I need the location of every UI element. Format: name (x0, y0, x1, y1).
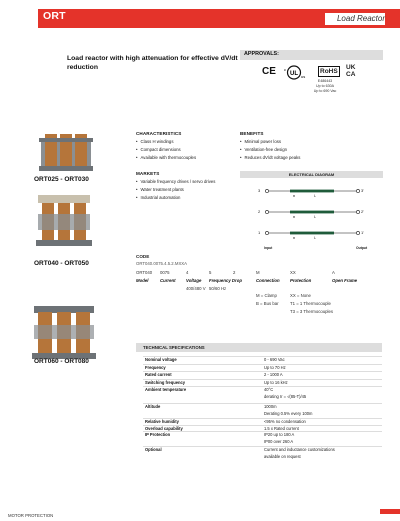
code-heading: CODE (136, 254, 150, 259)
cert-note: Up to 690 Vac (313, 89, 337, 94)
connection-option: B = Bus bar (256, 301, 279, 306)
list-item: • Variable frequency drives / servo drives (136, 178, 215, 186)
spec-divider (143, 371, 382, 372)
approvals-label: APPROVALS: (244, 51, 279, 57)
cert-logos (262, 64, 372, 80)
list-item: • Industrial automation (136, 194, 215, 202)
spec-divider (143, 446, 382, 447)
code-part: A (332, 270, 335, 275)
diagram-heading: ELECTRICAL DIAGRAM (288, 172, 335, 177)
cert-note: E486443 (317, 79, 333, 83)
spec-divider (143, 386, 382, 387)
terminal-label: 3' (361, 188, 364, 193)
page-headline: Load reactor with high attenuation for effective dV/dt reduction (67, 55, 238, 71)
terminal-label: 1 (258, 230, 261, 235)
code-label: Frequency Drop (209, 278, 242, 283)
markets-heading: MARKETS (136, 171, 160, 176)
spec-key: Altitude (145, 404, 161, 409)
spec-value: 1.5 x Rated current (264, 426, 299, 431)
svg-text:c: c (284, 67, 286, 72)
inductor-label: L (314, 215, 316, 219)
protection-option: T3 = 3 Thermocouples (290, 309, 334, 314)
cert-notes (300, 79, 350, 95)
list-item: • Available with thermocouples (136, 154, 196, 162)
code-example: ORT040.0075.4.5.2.MXXA (136, 261, 188, 266)
spec-divider (143, 364, 382, 365)
ukca-logo-icon: UK CA (346, 64, 356, 78)
spec-divider (143, 431, 382, 432)
spec-key: Optional (145, 447, 162, 452)
spec-value: IP20 up to 180 A (264, 432, 295, 437)
footer-section-label: MOTOR PROTECTION (8, 513, 54, 518)
list-item: • Ventilation-free design (240, 146, 300, 154)
spec-value: Current and inductance customizations (264, 447, 335, 452)
spec-value: Derating 0.5% every 100m (264, 410, 313, 416)
list-item: • Minimal power loss (240, 138, 300, 146)
product-image-small (36, 130, 96, 176)
model-range-label: ORT040 - ORT050 (34, 260, 89, 267)
list-item: • Class H windings (136, 138, 196, 146)
code-label: Voltage (186, 278, 202, 283)
code-label: Open Frame (332, 278, 358, 283)
specs-heading: TECHNICAL SPECIFICATIONS (143, 345, 205, 350)
terminal-label: 2 (258, 209, 261, 214)
product-image-large (32, 303, 96, 361)
spec-divider (143, 418, 382, 419)
spec-value: <95% no condensation (264, 419, 306, 424)
rohs-logo-icon: RoHS (320, 68, 338, 75)
characteristics-list (136, 138, 196, 161)
terminal-label: 3 (258, 188, 261, 193)
list-item: • Compact dimensions (136, 146, 196, 154)
voltage-option: 400/480 V (186, 286, 206, 291)
connection-option: M = Clamp (256, 293, 277, 298)
spec-value: 40°C (264, 387, 274, 392)
spec-key: Switching frequency (145, 380, 186, 385)
spec-value: 2 - 1000 A (264, 372, 283, 377)
code-part: 4 (186, 270, 189, 275)
code-label: Model (136, 278, 149, 283)
ul-logo-icon (284, 65, 312, 80)
spec-key: Frequency (145, 365, 166, 370)
spec-value: available on request (264, 453, 301, 459)
code-part: 2 (233, 270, 236, 275)
spec-divider (143, 356, 382, 357)
model-range-label: ORT025 - ORT030 (34, 176, 89, 183)
benefits-heading: BENEFITS (240, 131, 264, 136)
code-part: 5 (209, 270, 212, 275)
list-item: • Water treatment plants (136, 186, 215, 194)
code-label: Protection (290, 278, 312, 283)
spec-divider (143, 425, 382, 426)
terminal-label: 2' (361, 209, 364, 214)
svg-text:us: us (301, 74, 306, 79)
code-part: XX (290, 270, 296, 275)
code-label: Connection (256, 278, 280, 283)
frequency-option: 50/60 Hz (209, 286, 227, 291)
spec-key: Nominal voltage (145, 357, 177, 362)
benefits-list (240, 138, 300, 161)
spec-key: Relative humidity (145, 419, 179, 424)
spec-key: IP Protection (145, 432, 171, 437)
spec-key: Ambient temperature (145, 387, 187, 392)
spec-divider (143, 403, 382, 404)
characteristics-heading: CHARACTERISTICS (136, 131, 182, 136)
protection-option: T1 = 1 Thermocouple (290, 301, 331, 306)
spec-value: 1000m (264, 404, 277, 409)
spec-value: Up to 16 kHz (264, 380, 288, 385)
spec-key: Rated current (145, 372, 172, 377)
code-part: M (256, 270, 260, 275)
protection-option: XX = None (290, 293, 311, 298)
product-family-title: ORT (43, 10, 66, 22)
model-range-label: ORT060 - ORT080 (34, 358, 89, 365)
spec-value: 0 - 690 Vac (264, 357, 285, 362)
spec-value: derating Ir = √(85-T)/45 (264, 393, 307, 399)
footer-accent (380, 509, 400, 514)
input-label: Input (264, 246, 273, 250)
markets-list (136, 178, 215, 201)
terminal-label: 1' (361, 230, 364, 235)
code-part: ORT040 (136, 270, 153, 275)
output-label: Output (356, 246, 368, 250)
product-image-medium (34, 190, 94, 248)
spec-divider (143, 379, 382, 380)
cert-note: Up to 630A (316, 84, 334, 89)
list-item: • Reduces dV/dt voltage peaks (240, 154, 300, 162)
category-label: Load Reactor (325, 13, 385, 25)
code-part: 0075 (160, 270, 170, 275)
spec-value: IP00 over 260 A (264, 438, 294, 444)
inductor-label: L (314, 236, 316, 240)
inductor-label: L (314, 194, 316, 198)
spec-value: Up to 70 Hz (264, 365, 286, 370)
svg-text:UL: UL (290, 71, 298, 77)
spec-key: Overload capability (145, 426, 183, 431)
ce-mark-icon: CE (262, 66, 276, 77)
code-label: Current (160, 278, 176, 283)
